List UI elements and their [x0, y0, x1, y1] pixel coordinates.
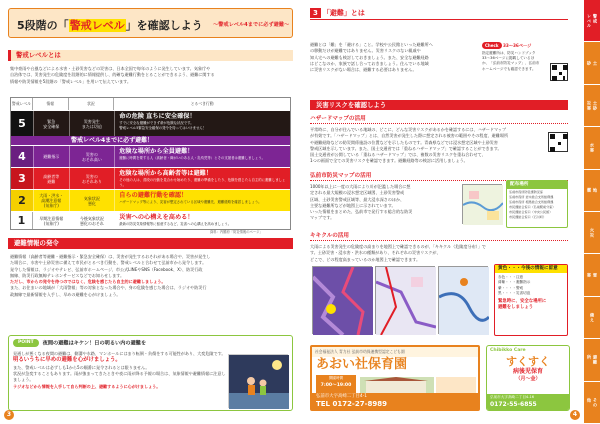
ad1-footer — [312, 393, 478, 409]
bosai-map-svg — [463, 185, 503, 225]
point-title — [13, 339, 146, 347]
level-state: 災害の おそれあり — [69, 168, 115, 189]
night-evacuation-illustration — [228, 354, 288, 408]
ad1-hours-block — [316, 375, 356, 393]
ad2-brand: Chibikko Care — [490, 348, 526, 353]
ad1-building-photo — [360, 377, 434, 393]
level-number: 5 — [11, 111, 33, 136]
level-action — [114, 146, 290, 167]
kikikuru-map-2-svg — [376, 267, 436, 335]
hinan-title — [310, 8, 568, 20]
kikikuru-legend-item: 薄紫・・・避難指示 — [498, 280, 531, 285]
level-info: 大雨・洪水・ 高潮注意報 (気象庁) — [33, 190, 69, 211]
ad2-sub: 病後児保育 — [512, 368, 543, 375]
hinan-title-number: 3 — [310, 8, 321, 18]
kikikuru-map-1-svg — [313, 267, 373, 335]
check-line: ホームページでも確認できます。 — [482, 66, 536, 71]
level-action-title: 災害への心構えを高める！ — [119, 214, 194, 221]
kikikuru-legend-head: 黄色・・・今後の情報に留意 — [495, 265, 567, 273]
level-info: 避難指示 — [33, 146, 69, 167]
level-action — [114, 168, 290, 189]
bosai-map-thumbnail — [462, 184, 502, 224]
level-action-title: 自らの避難行動を確認！ — [119, 192, 188, 199]
point-line: 見通しが悪くなる夜間の避難は、側溝や水路、マンホールにはまり転倒・負傷をする可能性があり、大変危険です。 — [13, 351, 226, 356]
title-highlight: 警戒レベル — [69, 19, 125, 32]
hinan-line: 避難とは「難」を「避ける」こと。学校や公民館といった避難所へ — [310, 42, 433, 47]
level-state: 今後気象状況 悪化のおそれ — [69, 212, 115, 229]
kikikuru-emphasis: 緊急時に、安全な場所に — [498, 298, 547, 304]
distribution-item: 弘前市役所 岩木総合支所総務課 — [509, 194, 554, 199]
index-tab[interactable]: 土 砂 — [584, 42, 600, 84]
hazard-line: や避難経路などの防災関係施設の位置などを示したものです。青森県などでは浸水想定区域や土砂災害 — [310, 139, 498, 145]
level-action-title: 危険な場所から全員避難！ — [119, 148, 194, 155]
ad1-hours: 7:00～19:00 — [320, 383, 352, 388]
hinan-body — [310, 42, 478, 73]
table-header — [11, 98, 290, 110]
index-tab[interactable]: その 他 — [584, 382, 600, 424]
level-state: 災害の おそれ高い — [69, 146, 115, 167]
ad1-building-svg — [360, 377, 434, 393]
map-line: マップです。 — [310, 215, 335, 221]
alert-level-table — [10, 97, 291, 230]
level-intro — [10, 66, 293, 85]
level-action-title: 危険な場所から高齢者等は避難！ — [119, 170, 213, 177]
check-line: 指定避難所は、防災ハンドブック — [482, 51, 536, 55]
ad1-top: 社会福祉法人 青力社 弘前市幼保連携型認定こども園 — [312, 347, 478, 357]
hinan-line: 知人宅への避難も検討しておきましょう。また、安全な避難経路 — [310, 54, 429, 60]
kikikuru-line: どこで、どの程度高まっているのか地図上で確認できます。 — [310, 256, 421, 262]
kikikuru-legend-box — [494, 264, 568, 336]
kikikuru-legend-item: 赤色・・・注意 — [498, 275, 524, 279]
hinan-line: はどこなのか、家族で話し合っておきましょう。住んでいる地域 — [310, 60, 429, 66]
kikikuru-map-2 — [375, 266, 435, 334]
kikikuru-legend-list — [495, 273, 567, 313]
point-pill: POINT — [13, 339, 39, 347]
level-action-note: 最新の防災気象情報等に留意するなど、災害への心構えを高めましょう。 — [119, 222, 232, 226]
map-line: 区域、土砂災害警戒区域等、最大浸水深さのほか、 — [310, 196, 405, 202]
level-state: 災害発生 または切迫 — [69, 111, 115, 136]
point-line: また、警戒レベルは必ずしも1から5の順番に発令されるとは限りません。 — [13, 364, 150, 370]
level-row-3 — [11, 167, 290, 189]
th-action: とるべき行動 — [190, 100, 214, 106]
level-action — [114, 111, 290, 136]
table-body — [11, 110, 290, 229]
subheading-kikikuru: キキクルの活用 — [310, 232, 568, 241]
index-tab[interactable]: 地 震 — [584, 170, 600, 212]
page-number-right: 4 — [570, 410, 580, 420]
table-source: 資料：内閣府「防災情報のページ」 — [210, 230, 263, 234]
level-row-4 — [11, 145, 290, 167]
level-info: 早期注意情報 (気象庁) — [33, 212, 69, 229]
kikikuru-legend-item: 紫・・・・警戒 — [498, 285, 524, 290]
level-action-note: すでに安全な避難ができず命が危険な状況です。 警戒レベル5緊急安全確保の発令を待ってはいけません！ — [119, 121, 207, 130]
ad1-hours-label: 開園時間 — [328, 376, 344, 380]
ad2-tel: 0172-55-6855 — [490, 401, 537, 408]
level-info: 緊急 安全確保 — [33, 111, 69, 136]
ad1-illustration — [436, 377, 476, 393]
th-level: 警戒レベル — [11, 98, 33, 110]
level-4-band: 警戒レベル4までに必ず避難！ — [11, 136, 290, 145]
distribution-list — [507, 189, 567, 220]
ad2-footer — [487, 394, 569, 410]
page-number-left: 3 — [4, 410, 14, 420]
level-number: 1 — [11, 212, 33, 229]
level-number: 4 — [11, 146, 33, 167]
point-line-emphasis: ラジオなどから情報を入手して自ら判断の上、避難するように心がけましょう。 — [13, 383, 161, 389]
index-tab[interactable]: 警戒 レベル — [584, 0, 600, 42]
hinan-line: に災害リスクがない場合は、避難する必要はありません。 — [310, 67, 417, 73]
intro-line: 自治体では、災害発生の危険度を段階的に情報提供し、的確な避難行動をとることができるよう、避難に関する — [10, 72, 215, 78]
level-row-1 — [11, 211, 290, 229]
map-line: 定される最大規模の浸水想定区域図、土砂災害警戒 — [310, 190, 405, 196]
title-part-2: 」を確認しよう — [125, 19, 203, 32]
kikikuru-legend-item: 黒・・・・災害切迫 — [498, 291, 531, 296]
distribution-item: 市民課総合窓口（弘前駅前分室） — [509, 204, 556, 209]
point-title-text: 夜間の避難はキケン！日の明るい内の避難を — [42, 340, 147, 347]
level-info: 高齢者等 避難 — [33, 168, 69, 189]
level-row-5 — [11, 110, 290, 136]
ad2-address: 弘前市大字高崎二丁目4-16 — [490, 395, 535, 399]
right-page — [300, 0, 600, 424]
hazard-line: が有効です。「ハザードマップ」とは、自然災害が発生した際に想定される被害の範囲やその程度、避難場所 — [310, 133, 509, 139]
point-line-emphasis: 明るいうちに早めの避難を心がけましょう。 — [13, 357, 121, 364]
distribution-item: 弘前市役所 相馬総合支所総務課 — [509, 199, 554, 204]
point-box — [8, 335, 293, 411]
warn-line: た場合に、水害や土砂災害に備えて市民がとるべき行動を、警戒レベルと合わせて弘前市から発令します。 — [10, 260, 207, 266]
map-line: 主要な避難所などが地図上に示されています。 — [310, 202, 396, 208]
warn-line: 政無線で最新情報を入手し、早めの避難を心がけましょう。 — [10, 291, 121, 297]
level-action — [114, 190, 290, 211]
kikikuru-map-3-svg — [439, 267, 489, 335]
warn-line: 避難情報（高齢者等避難・避難指示・緊急安全確保）は、災害が発生するおそれがある場合や、災害が発生し — [10, 254, 211, 259]
map-body — [310, 184, 460, 222]
kikikuru-line: 大雨による災害発生の危険度の高まりを地図上で確認できるのが、「キキクル（危険度分布）」で — [310, 244, 486, 249]
level-number: 3 — [11, 168, 33, 189]
level-action-note: その他の人は、普段の行動を見合わせ始めたり、避難の準備をしたり、危険を感じたら自主的に避難しましょう。 — [119, 178, 286, 187]
level-row-2 — [11, 189, 290, 211]
kikikuru-map-1 — [312, 266, 372, 334]
level-action-note: 避難に時間を要する人（高齢者・障がいのある人・乳幼児等）とその支援者は避難しましょう。 — [119, 156, 266, 160]
index-tab[interactable]: 火災 — [584, 212, 600, 254]
distribution-item: 市民課総合窓口（中央公民館） — [509, 209, 553, 214]
th-info: 情報 — [33, 98, 69, 110]
level-action-title: 命の危険 直ちに安全確保！ — [119, 113, 196, 120]
ad-sukusuku-care[interactable] — [486, 345, 570, 411]
check-ref: 33～36ページ — [503, 43, 532, 48]
index-tab[interactable]: 雪 害 — [584, 254, 600, 296]
intro-line: 集中豪雨や台風などによる水害・土砂災害などの災害は、日本全国で毎年のように発生しています。気象庁や — [10, 66, 211, 71]
hinan-line: の移動だけが避難ではありません。災害リスクのない親戚や — [310, 48, 421, 54]
index-tab[interactable]: 備え — [584, 297, 600, 339]
warn-line: 無線、防災行政無線テレホンサービスなどでお知らせします。 — [10, 272, 125, 278]
th-state: 状況 — [69, 98, 115, 110]
section-heading-level: 警戒レベルとは — [8, 50, 293, 61]
check-line: 33～36ページに掲載しているほ — [482, 56, 535, 61]
qr-code-shelters[interactable] — [550, 63, 568, 81]
check-header — [482, 42, 568, 49]
check-line: か、「弘前市防災マップ」、弘前市 — [482, 61, 540, 66]
warn-line-emphasis: ただし、市からの発令を待つのではなく、危険を感じたら自主的に避難しましょう。 — [10, 279, 166, 285]
night-illustration-svg — [229, 355, 289, 409]
title-part-1: 5段階の「 — [17, 19, 69, 32]
hazard-body — [310, 127, 526, 165]
left-header-subtitle: ～警戒レベル4までに必ず避難～ — [213, 22, 290, 28]
index-tabs — [584, 0, 600, 424]
ad2-name: すくすく — [506, 355, 550, 368]
left-header-title — [17, 17, 203, 33]
point-body — [13, 351, 228, 390]
check-pill: Check — [482, 42, 502, 49]
distribution-box — [506, 180, 568, 228]
ad1-name: あおい社保育園 — [316, 357, 408, 372]
level-number: 2 — [11, 190, 33, 211]
level-action-note: ハザードマップ等により、災害が想定されている区域や避難先、避難経路を確認しましょう。 — [119, 200, 262, 204]
kikikuru-emphasis: 避難をしましょう — [498, 305, 534, 311]
section-heading-risk: 災害リスクを確認しよう — [310, 100, 568, 110]
map-line: いった情報をまとめた、弘前市で発行する総合的な防災 — [310, 209, 413, 215]
hazard-line: 平常時に、自分が住んでいる地域の、どこに、どんな災害リスクがあるかを確認するには、ハザードマップ — [310, 127, 507, 132]
distribution-item: 弘前市役所防災課防災係 — [509, 190, 544, 194]
level-state: 気象状況 悪化 — [69, 190, 115, 211]
warn-line: 発令した情報は、ラジオやテレビ、弘前市ホームページ、市公式LINEやSNS（Facebook、X）、防災行政 — [10, 266, 203, 272]
warning-body — [10, 254, 293, 298]
section-heading-warning: 避難情報の発令 — [8, 238, 293, 249]
distribution-head: 配布場所 — [507, 181, 567, 189]
index-tab[interactable]: 水害 — [584, 127, 600, 169]
warn-line: また、お住まいの地域が「大雨警報」等の対象となった場合や、身の危険を感じた場合は、ラジオや防災行 — [10, 285, 207, 291]
ad1-address: 弘前市大字高崎二丁目4-1 — [316, 394, 368, 399]
subheading-hazard-map: ハザードマップの活用 — [310, 115, 568, 124]
kikikuru-body — [310, 244, 568, 263]
subheading-bosai-map: 弘前市防災マップの活用 — [310, 172, 568, 181]
hazard-line: 国土交通省が公開している「重ねるハザードマップ」では、複数の災害リスクを重ね合わせて、 — [310, 152, 486, 158]
index-tab[interactable]: 土砂 災害 — [584, 85, 600, 127]
ad-aoi-nursery[interactable] — [310, 345, 480, 411]
intro-line: 情報や防災情報を5段階の「警戒レベル」を用いて伝えています。 — [10, 78, 131, 84]
map-line: 1000年以上に一度の大雨により川が氾濫した場合に想 — [310, 184, 411, 189]
index-tab[interactable]: 避難 所 — [584, 339, 600, 381]
distribution-item: 市民課総合窓口（石川町） — [509, 214, 547, 219]
hazard-line: 1つの画面で全ての災害リスクを確認できます。避難経路等の検討に活用しましょう。 — [310, 158, 468, 164]
left-header-banner — [8, 8, 293, 38]
ad2-sub2: （月～金） — [515, 376, 541, 382]
hazard-line: 警戒区域を示しています。また、国土交通省では「重ねるハザードマップ」で確認することができます。 — [310, 145, 502, 151]
kikikuru-line: す。土砂災害・浸水害・洪水の種類があり、それぞれの災害リスクが、 — [310, 250, 441, 256]
qr-code-hazard-map[interactable] — [548, 132, 568, 152]
level-action — [114, 212, 290, 229]
hinan-title-text: 「避難」とは — [322, 9, 365, 17]
ad1-tel: TEL 0172-27-8989 — [316, 400, 387, 408]
kikikuru-map-3 — [438, 266, 488, 334]
point-line: 状況が急変することもあります。雨が強まってきたときや夜に雨が降る予報の場合は、気象情報や避難情報に注意しましょう。 — [13, 371, 226, 383]
